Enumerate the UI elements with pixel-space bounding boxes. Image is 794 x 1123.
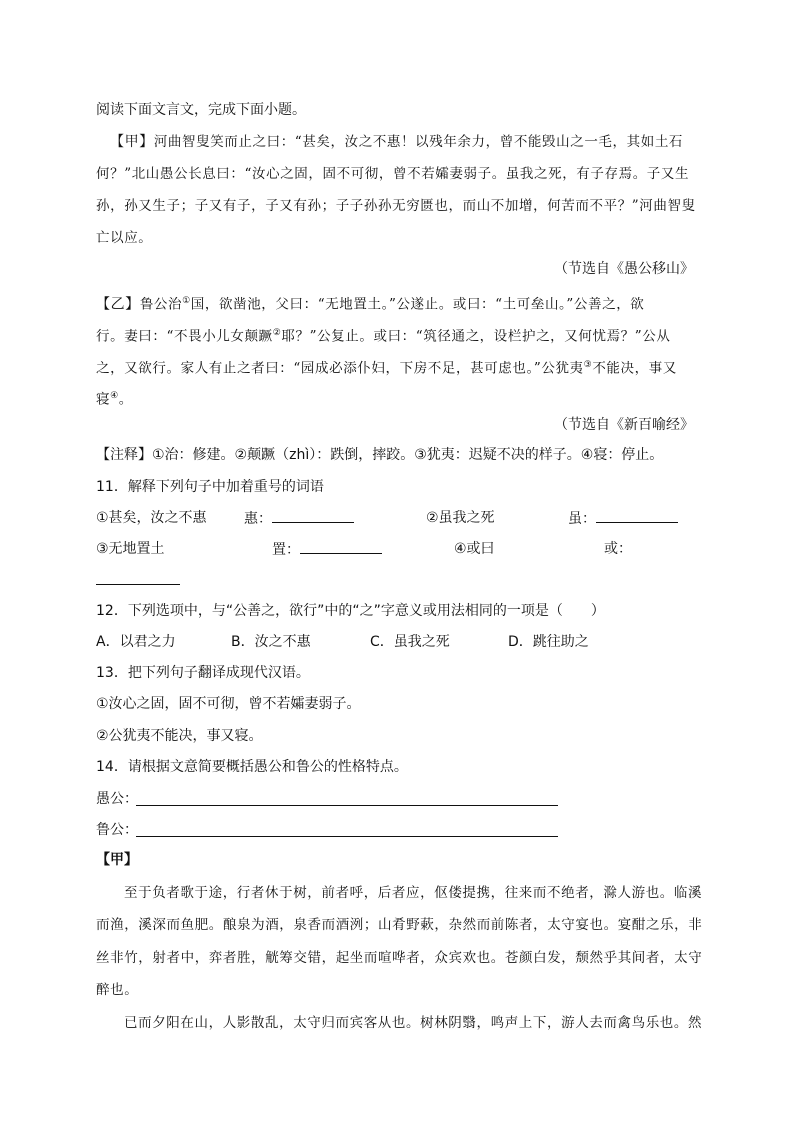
question-12-stem: 12．下列选项中，与“公善之，欲行”中的“之”字意义或用法相同的一项是（ ）: [96, 603, 605, 619]
passage2-line-4: 醉也。: [96, 982, 139, 998]
footnote-mark-4: ④: [110, 391, 119, 401]
passage2-label: 【甲】: [96, 852, 138, 868]
question-11-stem: 11．解释下列句子中加着重号的词语: [96, 479, 324, 495]
annotation-notes: 【注释】①治：修建。②颠蹶（zhì）：跌倒，摔跤。③犹夷：迟疑不决的样子。④寝：停止。: [96, 447, 664, 463]
passage2-line-2: 而渔，溪深而鱼肥。酿泉为酒，泉香而酒洌；山肴野蔌，杂然而前陈者，太守宴也。宴酣之乐，非: [96, 917, 703, 933]
footnote-mark-1: ①: [182, 296, 191, 306]
q11-item-2-answer: 虽：: [568, 508, 678, 529]
q12-option-c[interactable]: C．虽我之死: [370, 634, 450, 650]
answer-line-yugong[interactable]: [136, 805, 558, 806]
passage-jia-line-3: 孙，孙又生子；子又有子，子又有孙；子子孙孙无穷匮也，而山不加增，何苦而不平？”河曲智叟: [96, 198, 696, 214]
answer-blank[interactable]: [96, 584, 180, 585]
passage-jia-source: （节选自《愚公移山》: [554, 261, 694, 277]
q14-label-yugong: 愚公：: [96, 791, 138, 807]
answer-line-lugong[interactable]: [136, 836, 558, 837]
q13-item-2: ②公犹夷不能决，事又寝。: [96, 728, 263, 744]
passage-jia-line-4: 亡以应。: [96, 230, 153, 246]
q13-item-1: ①汝心之固，固不可彻，曾不若孀妻弱子。: [96, 696, 361, 712]
passage-jia-line-2: 何？”北山愚公长息曰：“汝心之固，固不可彻，曾不若孀妻弱子。虽我之死，有子存焉。子又生: [96, 166, 690, 182]
q14-label-lugong: 鲁公：: [96, 822, 138, 838]
passage2-line-5: 已而夕阳在山，人影散乱，太守归而宾客从也。树林阴翳，鸣声上下，游人去而禽鸟乐也。然: [124, 1015, 703, 1031]
answer-blank[interactable]: [272, 508, 354, 523]
q12-option-a[interactable]: A．以君之力: [96, 634, 176, 650]
intro-text: 阅读下面文言文，完成下面小题。: [96, 102, 306, 118]
passage-yi-label: 【乙】: [96, 296, 140, 313]
answer-blank[interactable]: [596, 508, 678, 523]
footnote-mark-3: ③: [583, 360, 593, 370]
q11-item-1: ①甚矣，汝之不惠: [96, 510, 207, 526]
passage-yi-source: （节选自《新百喻经》: [554, 417, 694, 433]
q11-item-3: ③无地置土: [96, 541, 165, 557]
passage-yi-line-3: 之，又欲行。家人有止之者曰：“园成必添仆妇，下房不足，甚可虑也。”公犹夷③不能决，事又: [96, 360, 677, 377]
q11-item-2: ②虽我之死: [426, 510, 495, 526]
question-14-stem: 14．请根据文意简要概括愚公和鲁公的性格特点。: [96, 759, 408, 775]
passage-jia-line-1: 【甲】河曲智叟笑而止之曰：“甚矣，汝之不惠！以残年余力，曾不能毁山之一毛，其如土石: [110, 134, 684, 150]
q11-item-4-answer: 或：: [604, 541, 632, 557]
q12-option-d[interactable]: D．跳往助之: [508, 634, 589, 650]
q11-item-4: ④或曰: [454, 541, 495, 557]
passage-yi-line-4: 寝④。: [96, 391, 133, 408]
passage-jia-label: 【甲】: [110, 134, 154, 150]
q11-item-1-answer: 惠：: [244, 508, 354, 529]
passage-yi-line-2: 行。妻曰：“不畏小儿女颠蹶②耶？”公复止。或曰：“筑径通之，设栏护之，又何忧焉？”公从: [96, 328, 671, 345]
passage2-line-1: 至于负者歌于途，行者休于树，前者呼，后者应，伛偻提携，往来而不绝者，滁人游也。临溪: [124, 885, 703, 901]
footnote-mark-2: ②: [272, 328, 282, 338]
q11-item-3-answer: 置：: [272, 539, 382, 560]
q12-option-b[interactable]: B．汝之不惠: [231, 634, 311, 650]
passage2-line-3: 丝非竹，射者中，弈者胜，觥筹交错，起坐而喧哗者，众宾欢也。苍颜白发，颓然乎其间者，太守: [96, 950, 703, 966]
passage-yi-line-1: 【乙】鲁公治①国，欲凿池，父曰：“无地置土。”公遂止。或曰：“土可垒山。”公善之，欲: [96, 296, 645, 313]
answer-blank[interactable]: [300, 539, 382, 554]
question-13-stem: 13．把下列句子翻译成现代汉语。: [96, 665, 310, 681]
